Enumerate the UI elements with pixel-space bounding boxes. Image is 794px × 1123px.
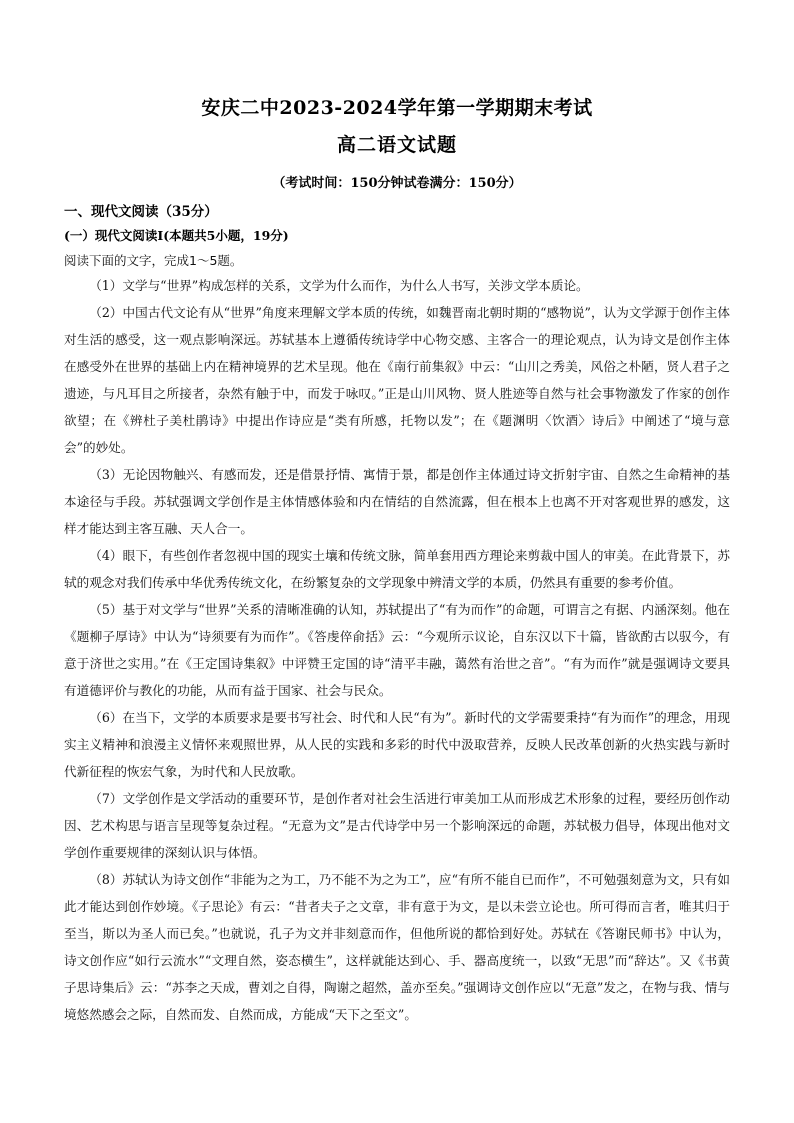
paragraph-8: （8）苏轼认为诗文创作“非能为之为工，乃不能不为之为工”，应“有所不能自已而作”，不可勉强刻意为文，只有如此才能达到创作妙境。《子思论》有云：“昔者夫子之文章，非有意于为文，是以未尝立论也。所可得而言者，唯其归于至当，斯以为圣人而已矣。”也就说，孔子为文并非刻意而作，但他所说的都恰到好处。苏轼在《答谢民师书》中认为，诗文创作应“如行云流水”“文理自然，姿态横生”，这样就能达到心、手、器高度统一，以致“无思”而“辞达”。又《书黄子思诗集后》云：“苏李之天成，曹刘之自得，陶谢之超然，盖亦至矣。”强调诗文创作应以“无意”发之，在物与我、情与境悠然感会之际，自然而发、自然而成，方能成“天下之至文”。 [64, 872, 730, 1022]
exam-title: 安庆二中2023-2024学年第一学期期末考试 [201, 97, 593, 119]
exam-info: （考试时间：150分钟试卷满分：150分） [272, 176, 522, 191]
paragraph-6: （6）在当下，文学的本质要求是要书写社会、时代和人民“有为”。新时代的文学需要秉持“有为而作”的理念，用现实主义精神和浪漫主义情怀来观照世界，从人民的实践和多彩的时代中汲取营养，反映人民改革创新的火热实践与新时代新征程的恢宏气象，为时代和人民放歌。 [64, 710, 730, 779]
section-heading: 一、现代文阅读（35分） [64, 204, 218, 220]
paragraph-2: （2）中国古代文论有从“世界”角度来理解文学本质的传统，如魏晋南北朝时期的“感物说”，认为文学源于创作主体对生活的感受，这一观点影响深远。苏轼基本上遵循传统诗学中心物交感、主客合一的理论观点，认为诗文是创作主体在感受外在世界的基础上内在精神境界的艺术呈现。他在《南行前集叙》中云：“山川之秀美，风俗之朴陋，贤人君子之遗迹，与凡耳目之所接者，杂然有触于中，而发于咏叹。”正是山川风物、贤人胜迹等自然与社会事物激发了作家的创作欲望；在《辨杜子美杜鹃诗》中提出作诗应是“类有所感，托物以发”；在《题渊明〈饮酒〉诗后》中阐述了“境与意会”的妙处。 [64, 305, 730, 455]
subsection-heading: (一）现代文阅读Ⅰ(本题共5小题，19分) [64, 228, 289, 243]
reading-instruction: 阅读下面的文字，完成1～5题。 [64, 253, 243, 268]
paragraph-4: （4）眼下，有些创作者忽视中国的现实土壤和传统文脉，简单套用西方理论来剪裁中国人的审美。在此背景下，苏轼的观念对我们传承中华优秀传统文化，在纷繁复杂的文学现象中辨清文学的本质，仍然具有重要的参考价值。 [64, 548, 730, 590]
exam-subtitle: 高二语文试题 [336, 134, 457, 156]
paragraph-1: （1）文学与“世界”构成怎样的关系，文学为什么而作，为什么人书写，关涉文学本质论。 [89, 278, 589, 293]
paragraph-3: （3）无论因物触兴、有感而发，还是借景抒情、寓情于景，都是创作主体通过诗文折射宇宙、自然之生命精神的基本途径与手段。苏轼强调文学创作是主体情感体验和内在情结的自然流露，但在根本上也离不开对客观世界的感发，这样才能达到主客互融、天人合一。 [64, 467, 730, 536]
paragraph-5: （5）基于对文学与“世界”关系的清晰准确的认知，苏轼提出了“有为而作”的命题，可谓言之有据、内涵深刻。他在《题柳子厚诗》中认为“诗须要有为而作”。《答虔倅俞括》云：“今观所示议论，自东汉以下十篇，皆欲酌古以驭今，有意于济世之实用。”在《王定国诗集叙》中评赞王定国的诗“清平丰融，蔼然有治世之音”。“有为而作”就是强调诗文要具有道德评价与教化的功能，从而有益于国家、社会与民众。 [64, 602, 730, 698]
passage-body [64, 272, 730, 1028]
paragraph-7: （7）文学创作是文学活动的重要环节，是创作者对社会生活进行审美加工从而形成艺术形象的过程，要经历创作动因、艺术构思与语言呈现等复杂过程。“无意为文”是古代诗学中另一个影响深远的命题，苏轼极力倡导，体现出他对文学创作重要规律的深刻认识与体悟。 [64, 791, 730, 860]
